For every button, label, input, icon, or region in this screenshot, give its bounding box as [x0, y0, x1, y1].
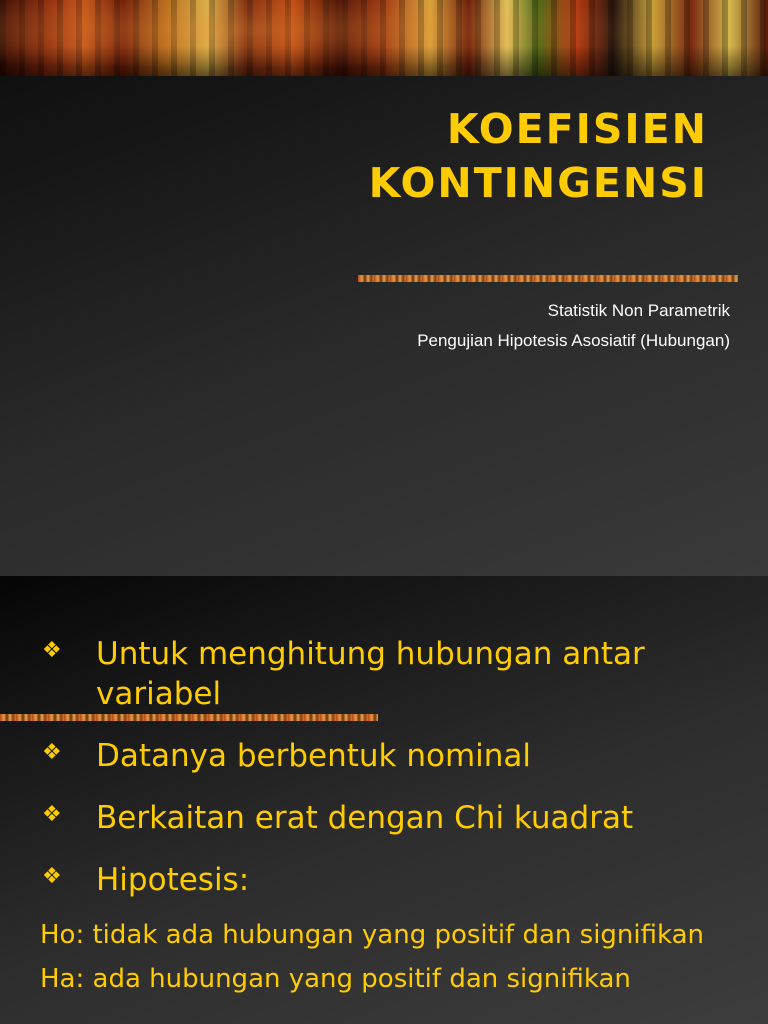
content-slide [0, 576, 768, 1024]
diamond-cluster-icon: ❖ [42, 740, 62, 765]
hypothesis-ha: Ha: ada hubungan yang positif dan signifikan [40, 964, 631, 994]
diamond-cluster-icon: ❖ [42, 802, 62, 827]
bullet-text: Datanya berbentuk nominal [96, 738, 532, 774]
bullet-list [40, 634, 740, 996]
title-line-2: KONTINGENSI [368, 159, 708, 207]
bullet-text: Untuk menghitung hubungan antar variabel [96, 636, 645, 712]
bullet-item [40, 634, 740, 714]
bullet-item [40, 860, 740, 900]
bullet-text: Hipotesis: [96, 862, 250, 898]
decorative-divider [358, 275, 738, 282]
bullet-text: Berkaitan erat dengan Chi kuadrat [96, 800, 634, 836]
diamond-cluster-icon: ❖ [42, 638, 62, 663]
subtitle-2: Pengujian Hipotesis Asosiatif (Hubungan) [417, 331, 730, 350]
bullet-item [40, 798, 740, 838]
diamond-cluster-icon: ❖ [42, 864, 62, 889]
title-line-1: KOEFISIEN [446, 105, 708, 153]
slide-title [369, 102, 708, 210]
subtitle-1: Statistik Non Parametrik [547, 301, 730, 320]
bullet-item [40, 736, 740, 776]
banner-highlight [0, 0, 768, 76]
hypothesis-ho: Ho: tidak ada hubungan yang positif dan signifikan [40, 920, 705, 950]
